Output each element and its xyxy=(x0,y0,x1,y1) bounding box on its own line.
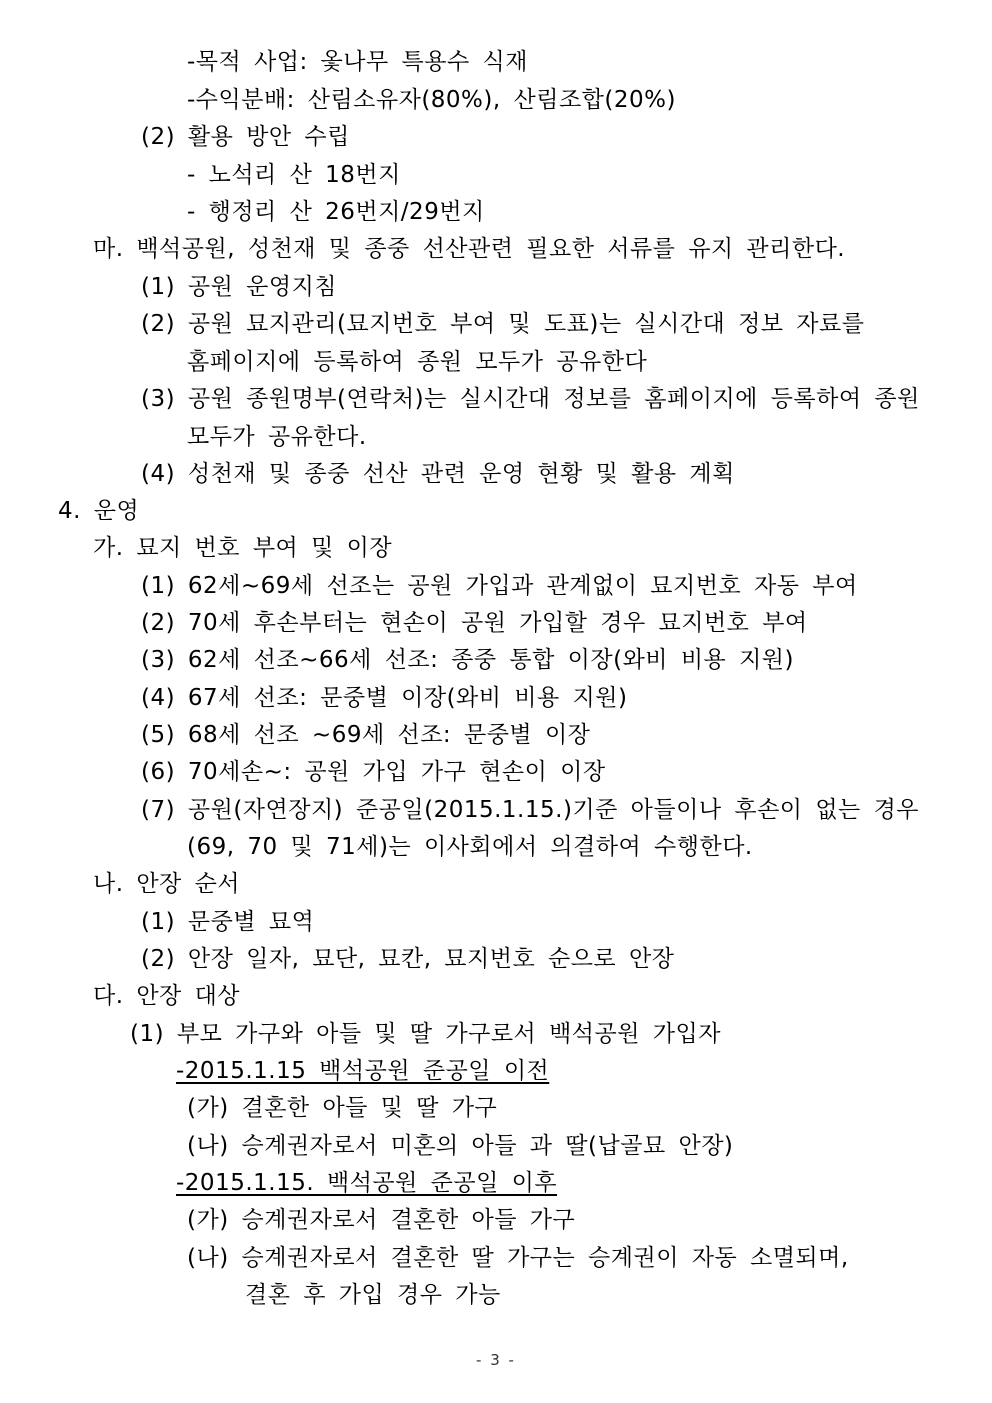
text-line: (가) 승계권자로서 결혼한 아들 가구 xyxy=(187,1207,576,1233)
text-line: (1) 문중별 묘역 xyxy=(141,909,315,935)
text-line: (가) 결혼한 아들 및 딸 가구 xyxy=(187,1095,498,1121)
text-line: (5) 68세 선조 ~69세 선조: 문중별 이장 xyxy=(141,722,591,748)
text-line: -목적 사업: 옻나무 특용수 식재 xyxy=(187,49,528,75)
text-line: (1) 부모 가구와 아들 및 딸 가구로서 백석공원 가입자 xyxy=(130,1021,721,1047)
text-line: (2) 안장 일자, 묘단, 묘칸, 묘지번호 순으로 안장 xyxy=(141,946,675,972)
text-line: (2) 활용 방안 수립 xyxy=(141,124,350,150)
page-number: - 3 - xyxy=(476,1351,516,1369)
section-heading: 나. 안장 순서 xyxy=(93,871,241,897)
underlined-subheading: -2015.1.15 백석공원 준공일 이전 xyxy=(176,1058,550,1084)
section-heading: 마. 백석공원, 성천재 및 종중 선산관련 필요한 서류를 유지 관리한다. xyxy=(93,236,846,262)
text-line: - 노석리 산 18번지 xyxy=(187,162,401,188)
text-line: 결혼 후 가입 경우 가능 xyxy=(245,1282,501,1308)
text-line: -수익분배: 산림소유자(80%), 산림조합(20%) xyxy=(187,87,676,113)
chapter-heading: 4. 운영 xyxy=(58,498,140,524)
text-line: (나) 승계권자로서 미혼의 아들 과 딸(납골묘 안장) xyxy=(187,1133,734,1159)
underlined-subheading: -2015.1.15. 백석공원 준공일 이후 xyxy=(176,1170,558,1196)
text-line: (2) 70세 후손부터는 현손이 공원 가입할 경우 묘지번호 부여 xyxy=(141,610,808,636)
text-line: (3) 62세 선조~66세 선조: 종중 통합 이장(와비 비용 지원) xyxy=(141,647,794,673)
section-heading: 다. 안장 대상 xyxy=(93,983,241,1009)
text-line: (6) 70세손~: 공원 가입 가구 현손이 이장 xyxy=(141,759,606,785)
text-line: (1) 62세~69세 선조는 공원 가입과 관계없이 묘지번호 자동 부여 xyxy=(141,573,858,599)
text-line: (3) 공원 종원명부(연락처)는 실시간대 정보를 홈페이지에 등록하여 종원 xyxy=(141,386,920,412)
text-line: (4) 67세 선조: 문중별 이장(와비 비용 지원) xyxy=(141,685,628,711)
text-line: 모두가 공유한다. xyxy=(187,424,367,450)
text-line: (4) 성천재 및 종중 선산 관련 운영 현황 및 활용 계획 xyxy=(141,461,735,487)
text-line: (1) 공원 운영지침 xyxy=(141,274,338,300)
section-heading: 가. 묘지 번호 부여 및 이장 xyxy=(93,535,393,561)
text-line: - 행정리 산 26번지/29번지 xyxy=(187,199,485,225)
text-line: 홈페이지에 등록하여 종원 모두가 공유한다 xyxy=(187,349,648,375)
text-line: (69, 70 및 71세)는 이사회에서 의결하여 수행한다. xyxy=(187,834,753,860)
text-line: (나) 승계권자로서 결혼한 딸 가구는 승계권이 자동 소멸되며, xyxy=(187,1245,849,1271)
text-line: (2) 공원 묘지관리(묘지번호 부여 및 도표)는 실시간대 정보 자료를 xyxy=(141,311,865,337)
text-line: (7) 공원(자연장지) 준공일(2015.1.15.)기준 아들이나 후손이 없는 경우 xyxy=(141,797,920,823)
